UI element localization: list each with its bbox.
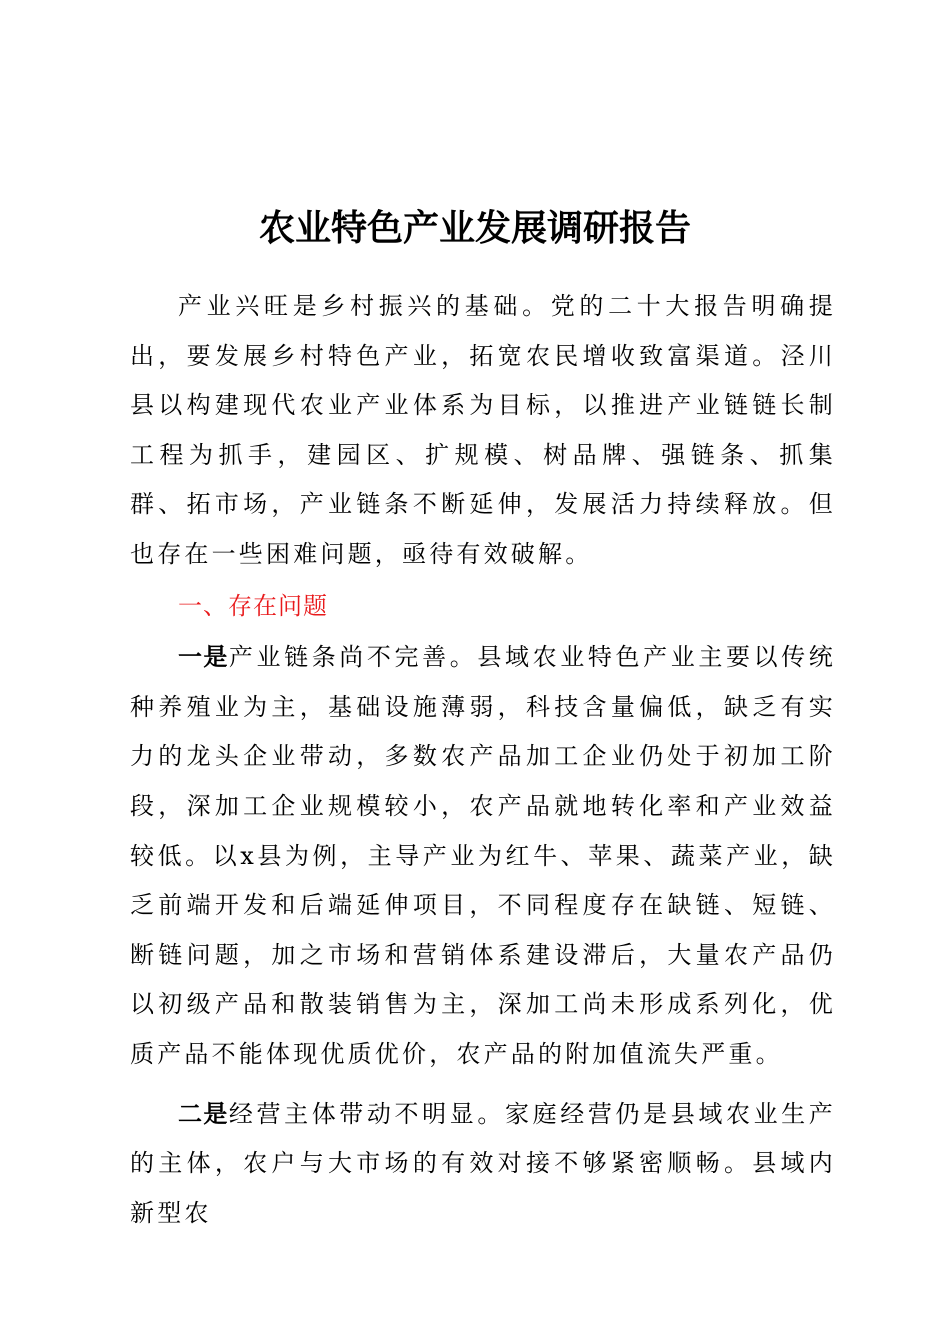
document-title: 农业特色产业发展调研报告 — [258, 207, 691, 249]
point-1-text: 产业链条尚不完善。县域农业特色产业主要以传统种养殖业为主，基础设施薄弱，科技含量偏低，缺乏有实力的龙头企业带动，多数农产品加工企业仍处于初加工阶段，深加工企业规模较小，农产品就地转化率和产业效益较低。以x县为例，主导产业为红牛、苹果、蔬菜产业，缺乏前端开发和后端延伸项目，不同程度存在缺链、短链、断链问题，加之市场和营销体系建设滞后，大量农产品仍以初级产品和散装销售为主，深加工尚未形成系列化，优质产品不能体现优质优价，农产品的附加值流失严重。 — [130, 643, 837, 1068]
intro-paragraph: 产业兴旺是乡村振兴的基础。党的二十大报告明确提出，要发展乡村特色产业，拓宽农民增收致富渠道。泾川县以构建现代农业产业体系为目标，以推进产业链链长制工程为抓手，建园区、扩规模、树品牌、强链条、抓集群、拓市场，产业链条不断延伸，发展活力持续释放。但也存在一些困难问题，亟待有效破解。 — [130, 292, 836, 568]
point-1-paragraph — [130, 633, 836, 1079]
point-2-lead: 二是 — [178, 1099, 229, 1128]
document-body — [130, 282, 836, 1238]
point-2-paragraph — [130, 1090, 836, 1239]
section-heading-problems: 一、存在问题 — [178, 591, 328, 620]
point-2-text: 经营主体带动不明显。家庭经营仍是县域农业生产的主体，农户与大市场的有效对接不够紧密顺畅。县域内新型农 — [130, 1099, 837, 1227]
point-1-lead: 一是 — [178, 643, 229, 672]
